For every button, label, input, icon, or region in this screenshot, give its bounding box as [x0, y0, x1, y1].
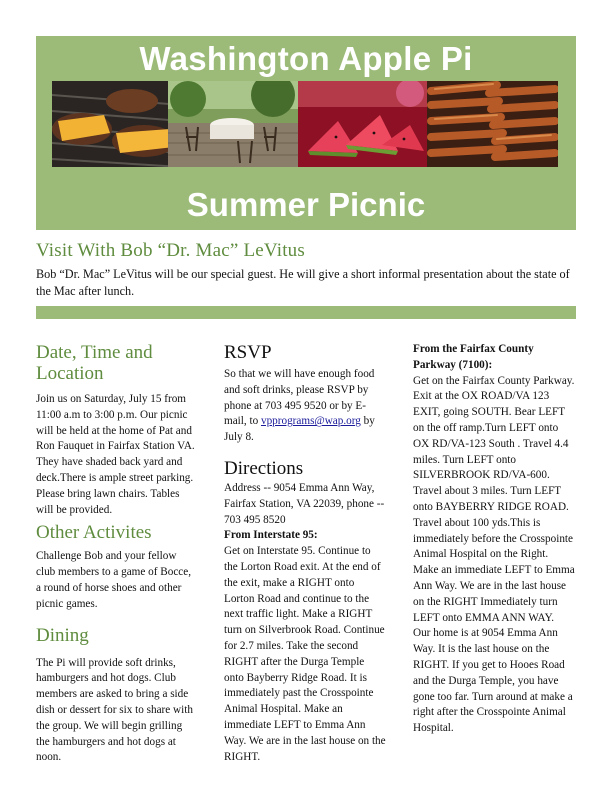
from-parkway-text: Get on the Fairfax County Parkway. Exit at the OX ROAD/VA 123 EXIT, going SOUTH. Bear LEFT on the off ramp.Turn LEFT onto OX RD/VA-123 South . Travel 4.4 miles. Turn LEFT onto SILVERBROOK RD/VA-600. Travel about 3 miles. Turn LEFT onto BAYBERRY RIDGE ROAD. Travel about 100 yds.This is immediately before the Crosspointe Animal Hospital on the Right. Make an immediate LEFT to Emma Ann Way. We are in the last house on the RIGHT Immediately turn LEFT onto EMMA ANN WAY.	[413, 374, 575, 624]
burgers-photo	[52, 81, 182, 167]
rsvp-text-before: So that we will have enough food and soft drinks, please RSVP by phone at 703 495 9520 or by E-mail, to	[224, 368, 375, 428]
activities-heading: Other Activites	[36, 522, 152, 544]
event-title: Summer Picnic	[186, 186, 426, 223]
header-banner	[36, 36, 576, 230]
rsvp-text-after: by July 8.	[224, 415, 375, 444]
from-95-text: Get on Interstate 95. Continue to the Lorton Road exit. At the end of the exit, make a RIGHT onto Lorton Road and continue to the next traffic light. Make a RIGHT turn on Silverbrook Road. Continue for 2.7 miles. Take the second RIGHT after the Durga Temple onto Bayberry Ridge Road. It is immediately past the Crosspointe Animal Hospital. Make an immediate LEFT to Emma Ann Way. We are in the last house on the RIGHT.	[224, 545, 386, 763]
guest-intro-text: Bob “Dr. Mac” LeVitus will be our special guest. He will give a short informal presentation about the state of the Mac after lunch.	[36, 267, 570, 298]
dining-text: The Pi will provide soft drinks, hamburgers and hot dogs. Club members are asked to bring a side dish or dessert for six to share with the group. We will begin grilling the hamburgers and hot dogs at noon.	[36, 656, 193, 764]
activities-text: Challenge Bob and your fellow club members to a game of Bocce, a round of horse shoes and other picnic games.	[36, 550, 192, 610]
date-location-heading: Date, Time and Location	[36, 342, 153, 384]
watermelon-photo	[298, 81, 428, 167]
rsvp-text	[224, 367, 386, 446]
directions-heading: Directions	[224, 457, 304, 479]
rsvp-email-link[interactable]: vpprograms@wap.org	[260, 415, 361, 428]
middle-column	[224, 342, 386, 765]
patio-photo	[168, 81, 298, 167]
right-column	[413, 342, 576, 737]
directions-address: Address -- 9054 Emma Ann Way, Fairfax Station, VA 22039, phone -- 703 495 8520	[224, 481, 385, 526]
rsvp-heading: RSVP	[224, 342, 272, 363]
dining-heading: Dining	[36, 624, 89, 646]
hotdogs-photo	[427, 81, 558, 167]
guest-subheading: Visit With Bob “Dr. Mac” LeVitus	[36, 240, 305, 261]
org-title: Washington Apple Pi	[139, 40, 473, 77]
left-column	[36, 342, 198, 766]
from-95-label: From Interstate 95:	[224, 529, 318, 542]
section-divider	[36, 306, 576, 319]
date-location-text: Join us on Saturday, July 15 from 11:00 a.m to 3:00 p.m. Our picnic will be held at the home of Pat and Ron Fauquet in Fairfax Station VA. They have shaded back yard and deck.There is ample street parking. Please bring lawn chairs. Tables will be provided.	[36, 393, 195, 516]
from-parkway-label: From the Fairfax County Parkway (7100):	[413, 343, 534, 371]
home-location-text: Our home is at 9054 Emma Ann Way. It is the last house on the RIGHT. If you get to Hooes Road and the Durga Temple, you have gone too far. Turn around at make a right after the Crosspointe Animal Hospital.	[413, 627, 573, 735]
